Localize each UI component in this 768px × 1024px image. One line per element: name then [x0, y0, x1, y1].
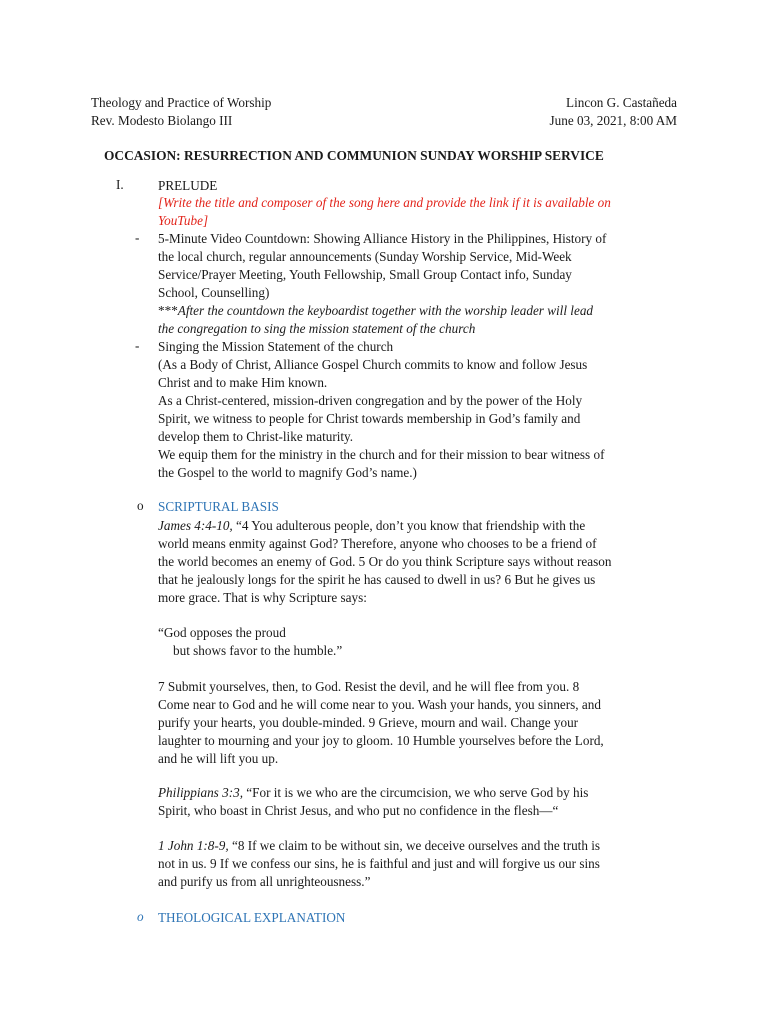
list-item-line: the local church, regular announcements (Sunday Worship Service, Mid-Week — [158, 249, 572, 264]
scripture-text: “4 You adulterous people, don’t you know that friendship with the — [232, 518, 586, 533]
circle-bullet: o — [137, 498, 144, 513]
scripture-line: 7 Submit yourselves, then, to God. Resist the devil, and he will flee from you. 8 — [158, 679, 580, 694]
circle-bullet: o — [137, 909, 144, 924]
scripture-line: Spirit, who boast in Christ Jesus, and who put no confidence in the flesh—“ — [158, 803, 559, 818]
instruction-line: [Write the title and composer of the song here and provide the link if it is available on — [158, 195, 611, 210]
scripture-reference: 1 John 1:8-9, — [158, 838, 229, 853]
note-line — [158, 302, 593, 320]
note-text: After the countdown the keyboardist together with the worship leader will lead — [177, 303, 594, 318]
note-line: the congregation to sing the mission statement of the church — [158, 321, 476, 336]
course-title: Theology and Practice of Worship — [91, 95, 272, 110]
scripture-line: the world becomes an enemy of God. 5 Or do you think Scripture says without reason — [158, 554, 612, 569]
scripture-line: and he will lift you up. — [158, 751, 279, 766]
list-item-line: We equip them for the ministry in the church and for their mission to bear witness of — [158, 447, 605, 462]
author-name: Lincon G. Castañeda — [566, 95, 677, 110]
list-item-line: Service/Prayer Meeting, Youth Fellowship, Small Group Contact info, Sunday — [158, 267, 572, 282]
list-item-line: As a Christ-centered, mission-driven congregation and by the power of the Holy — [158, 393, 583, 408]
quote-line: “God opposes the proud — [158, 625, 286, 640]
list-item-line: Spirit, we witness to people for Christ towards membership in God’s family and — [158, 411, 581, 426]
list-item-line: Singing the Mission Statement of the church — [158, 339, 394, 354]
list-item-line: School, Counselling) — [158, 285, 270, 300]
list-item-line: (As a Body of Christ, Alliance Gospel Church commits to know and follow Jesus — [158, 357, 588, 372]
instructor-name: Rev. Modesto Biolango III — [91, 113, 233, 128]
scripture-line — [158, 837, 600, 855]
list-item-line: 5-Minute Video Countdown: Showing Alliance History in the Philippines, History of — [158, 231, 607, 246]
list-item-line: develop them to Christ-like maturity. — [158, 429, 354, 444]
note-prefix: *** — [158, 303, 178, 318]
list-item-line: Christ and to make Him known. — [158, 375, 328, 390]
scripture-reference: James 4:4-10, — [158, 518, 233, 533]
scripture-line: purify your hearts, you double-minded. 9 Grieve, mourn and wail. Change your — [158, 715, 579, 730]
section-title: PRELUDE — [158, 178, 218, 193]
scripture-reference: Philippians 3:3, — [158, 785, 243, 800]
dash-bullet: - — [135, 338, 140, 353]
scripture-line: world means enmity against God? Therefore, anyone who chooses to be a friend of — [158, 536, 597, 551]
scripture-text: “For it is we who are the circumcision, we who serve God by his — [243, 785, 589, 800]
theological-explanation-heading: THEOLOGICAL EXPLANATION — [158, 910, 346, 925]
scripture-line: that he jealously longs for the spirit he has caused to dwell in us? 6 But he gives us — [158, 572, 596, 587]
scripture-line: more grace. That is why Scripture says: — [158, 590, 367, 605]
scripture-line: laughter to mourning and your joy to gloom. 10 Humble yourselves before the Lord, — [158, 733, 604, 748]
quote-line: but shows favor to the humble.” — [173, 643, 343, 658]
scripture-line — [158, 517, 585, 535]
occasion-heading: OCCASION: RESURRECTION AND COMMUNION SUNDAY WORSHIP SERVICE — [104, 148, 604, 163]
scripture-line: and purify us from all unrighteousness.” — [158, 874, 371, 889]
dash-bullet: - — [135, 230, 140, 245]
scripture-line: not in us. 9 If we confess our sins, he is faithful and just and will forgive us our sins — [158, 856, 600, 871]
scripture-line: Come near to God and he will come near to you. Wash your hands, you sinners, and — [158, 697, 601, 712]
instruction-line: YouTube] — [158, 213, 209, 228]
scriptural-basis-heading: SCRIPTURAL BASIS — [158, 499, 279, 514]
scripture-text: “8 If we claim to be without sin, we deceive ourselves and the truth is — [228, 838, 601, 853]
scripture-line — [158, 784, 588, 802]
list-item-line: the Gospel to the world to magnify God’s name.) — [158, 465, 417, 480]
section-numeral: I. — [116, 177, 124, 192]
date-time: June 03, 2021, 8:00 AM — [549, 113, 677, 128]
